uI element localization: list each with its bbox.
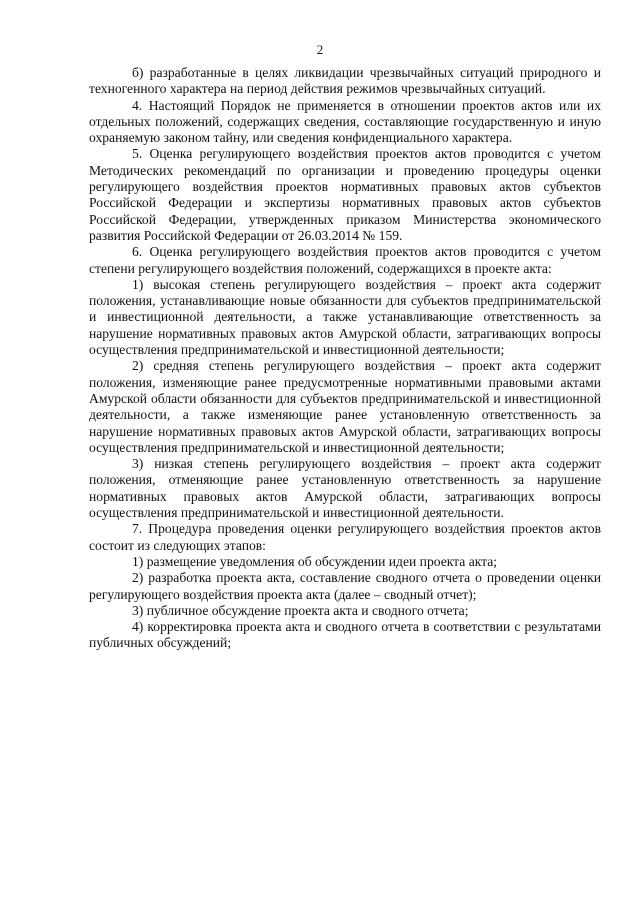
paragraph-7-procedure-stages: 7. Процедура проведения оценки регулирующего воздействия проектов актов состоит из следующих этапов:: [89, 521, 601, 553]
paragraph-1b-emergency: б) разработанные в целях ликвидации чрезвычайных ситуаций природного и техногенного характера на период действия режимов чрезвычайных ситуаций.: [89, 65, 601, 97]
paragraph-6-3-low-degree: 3) низкая степень регулирующего воздействия – проект акта содержит положения, отменяющие ранее установленную ответственность за нарушение нормативных правовых актов Амурской области, затрагивающих вопросы осуществления предпринимательской и инвестиционной деятельности.: [89, 456, 601, 521]
paragraph-7-4-correction: 4) корректировка проекта акта и сводного отчета в соответствии с результатами публичных обсуждений;: [89, 619, 601, 651]
paragraph-6-impact-degree: 6. Оценка регулирующего воздействия проектов актов проводится с учетом степени регулирующего воздействия положений, содержащихся в проекте акта:: [89, 244, 601, 276]
page-number: 2: [316, 42, 324, 57]
paragraph-7-3-public-discussion: 3) публичное обсуждение проекта акта и сводного отчета;: [132, 602, 469, 618]
paragraph-4-exclusions: 4. Настоящий Порядок не применяется в отношении проектов актов или их отдельных положений, содержащих сведения, составляющие государственную и иную охраняемую законом тайну, или сведения конфиденциального характера.: [89, 97, 601, 146]
paragraph-5-methodology: 5. Оценка регулирующего воздействия проектов актов проводится с учетом Методических рекомендаций по организации и проведению процедуры оценки регулирующего воздействия проектов нормативных правовых актов субъектов Российской Федерации и экспертизы нормативных правовых актов субъектов Российской Федерации, утвержденных приказом Министерства экономического развития Российской Федерации от 26.03.2014 № 159.: [89, 146, 601, 243]
paragraph-6-1-high-degree: 1) высокая степень регулирующего воздействия – проект акта содержит положения, устанавливающие новые обязанности для субъектов предпринимательской и инвестиционной деятельности, а также устанавливающие ответственность за нарушение нормативных правовых актов Амурской области, затрагивающих вопросы осуществления предпринимательской и инвестиционной деятельности;: [89, 276, 601, 358]
paragraph-7-2-drafting: 2) разработка проекта акта, составление сводного отчета о проведении оценки регулирующего воздействия проекта акта (далее – сводный отчет);: [89, 570, 601, 602]
document-body: [89, 65, 601, 652]
paragraph-7-1-notification: 1) размещение уведомления об обсуждении идеи проекта акта;: [132, 553, 498, 569]
paragraph-6-2-medium-degree: 2) средняя степень регулирующего воздействия – проект акта содержит положения, изменяющие ранее предусмотренные нормативными правовыми актами Амурской области обязанности для субъектов предпринимательской и инвестиционной деятельности, а также изменяющие ранее установленную ответственность за нарушение нормативных правовых актов Амурской области, затрагивающих вопросы осуществления предпринимательской и инвестиционной деятельности;: [89, 358, 601, 455]
